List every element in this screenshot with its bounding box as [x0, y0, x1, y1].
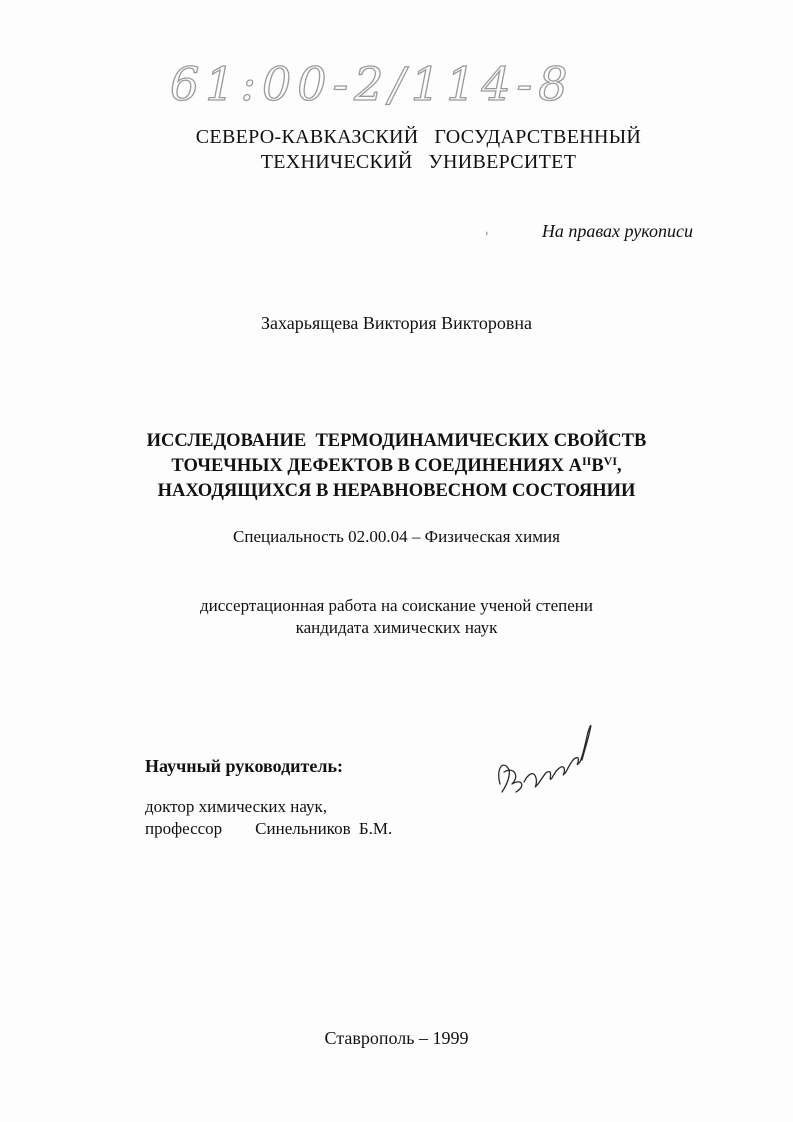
city-year: Ставрополь – 1999: [324, 1028, 469, 1048]
supervisor-name: профессор Синельников Б.М.: [145, 819, 393, 838]
dissertation-title: [0, 429, 793, 504]
specialty-line: Специальность 02.00.04 – Физическая химия: [233, 527, 560, 546]
degree-statement-line1: диссертационная работа на соискание ученой степени: [200, 596, 593, 615]
title-line2-prefix: ТОЧЕЧНЫХ ДЕФЕКТОВ В СОЕДИНЕНИЯХ A: [171, 456, 582, 476]
title-superscript-ii: II: [581, 454, 592, 468]
title-line1: ИССЛЕДОВАНИЕ ТЕРМОДИНАМИЧЕСКИХ СВОЙСТВ: [146, 431, 647, 451]
author-name: Захарьящева Виктория Викторовна: [261, 313, 532, 333]
archive-code-handwritten: [170, 40, 590, 120]
supervisor-heading: Научный руководитель:: [145, 756, 343, 776]
title-line2-mid: B: [591, 456, 604, 476]
degree-statement-line2: кандидата химических наук: [295, 618, 498, 637]
rights-note: На правах рукописи: [541, 221, 693, 241]
title-line2: [0, 454, 793, 479]
stray-mark: ›: [485, 228, 489, 239]
university-name-line1: СЕВЕРО-КАВКАЗСКИЙ ГОСУДАРСТВЕННЫЙ: [195, 126, 642, 148]
degree-statement: [0, 595, 793, 639]
handwritten-signature: [492, 712, 602, 802]
title-line3: НАХОДЯЩИХСЯ В НЕРАВНОВЕСНОМ СОСТОЯНИИ: [157, 481, 636, 501]
university-name-line2: ТЕХНИЧЕСКИЙ УНИВЕРСИТЕТ: [260, 151, 577, 173]
supervisor-degree: доктор химических наук,: [145, 797, 328, 816]
title-superscript-vi: VI: [603, 454, 617, 468]
archive-code-text: 61:00-2/114-8: [170, 57, 574, 111]
title-line2-suffix: ,: [617, 456, 622, 476]
